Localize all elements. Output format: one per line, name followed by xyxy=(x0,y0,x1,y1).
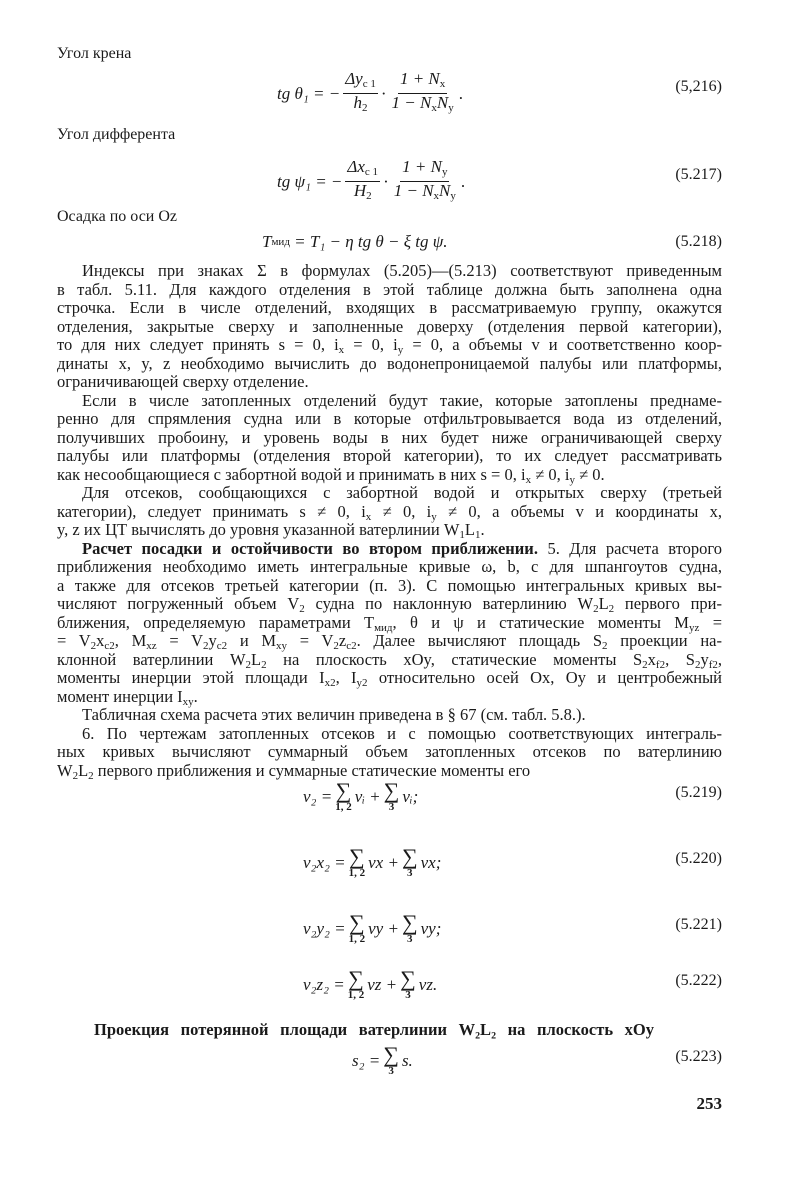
text-line: $W_2L_2$ первого приближения и суммарные статические моменты его xyxy=(57,760,531,782)
text-line: а также для отсеков третьей категории (п. 3). С помощью интегральных кривых вы- xyxy=(57,575,722,595)
text-line: ренно для спрямления судна или в которые отфильтровывается вода из отделений, xyxy=(57,409,722,428)
run-in-heading: Расчет посадки и остойчивости во втором приближении. xyxy=(82,538,538,558)
text-line: Расчет посадки и остойчивости во втором приближении. 5. Для расчета второго xyxy=(82,538,723,558)
text-line: ных кривых вычисляют суммарный объем затопленных отсеков по ватерлинию xyxy=(57,742,722,761)
equation-number: (5.219) xyxy=(675,784,722,801)
body-text xyxy=(57,262,722,780)
text-line: ближения, определяемую параметрами $T_{мид}$, θ и ψ и статические моменты $M_{yz}$ = xyxy=(57,612,722,634)
text-line: числяют погруженный объем $V_2$ судна по наклонную ватерлинию $W_2L_2$ первого при- xyxy=(57,594,723,615)
section-heading: Проекция потерянной площади ватерлинии W₂L₂ на плоскость xOy xyxy=(94,1020,654,1039)
equation-5-217: tg ψ₁ = − $\frac{\Delta x_{c 1}}{H_2}$ · $\frac{1 + N_y}{1 - N_xN_y}$ . xyxy=(277,157,466,202)
equation-5-221: v₂y₂ = ∑ 1, 2 vy + ∑ 3 vy; xyxy=(303,910,442,945)
equation-number: (5,216) xyxy=(675,78,722,95)
equation-number: (5.222) xyxy=(675,972,722,989)
text-line: динаты x, y, z необходимо вычислить до водонепроницаемой палубы или платформы, xyxy=(57,353,722,373)
text-line: клонной ватерлинии $W_2L_2$ на плоскость xOy, статические моменты $S_2x_{f2}$, $S_2y_{f2}$, xyxy=(57,649,722,671)
text-line: строчка. Если в числе отделений, входящих в рассматриваемую группу, окажутся xyxy=(57,298,722,317)
text-line: получивших пробоину, и уровень воды в них будет ниже ограничивающей сверху xyxy=(57,427,722,447)
text-line: палубы или платформы (отделения второй категории), то их следует рассматривать xyxy=(57,446,722,465)
text-line: то для них следует принять s = 0, $i_x = 0$, $i_y = 0$, а объемы v и соответственно коор- xyxy=(57,335,722,356)
equation-number: (5.221) xyxy=(675,916,722,933)
text-line: приближения необходимо иметь интегральные кривые ω, b, c для шпангоутов судна, xyxy=(57,557,722,576)
equation-number: (5.217) xyxy=(675,166,722,183)
text-line: Индексы при знаках Σ в формулах (5.205)—(5.213) соответствуют приведенным xyxy=(82,261,722,280)
equation-number: (5.220) xyxy=(675,850,722,867)
text-line: y, z их ЦТ вычислять до уровня указанной ватерлинии $W_1L_1$. xyxy=(57,520,485,541)
label-heel-angle: Угол крена xyxy=(57,45,132,62)
text-line: отделения, закрытые сверху и заполненные доверху (отделения первой категории), xyxy=(57,316,722,336)
equation-number: (5.218) xyxy=(675,233,722,250)
equation-5-222: v₂z₂ = ∑ 1, 2 vz + ∑ 3 vz. xyxy=(303,966,438,1001)
text-line: 6. По чертежам затопленных отсеков и с помощью соответствующих интеграль- xyxy=(82,723,722,743)
equation-5-223: s₂ = ∑ 3 s. xyxy=(352,1042,413,1077)
text-line: Табличная схема расчета этих величин приведена в § 67 (см. табл. 5.8.). xyxy=(82,705,586,724)
equation-5-220: v₂x₂ = ∑ 1, 2 vx + ∑ 3 vx; xyxy=(303,844,442,879)
equation-number: (5.223) xyxy=(675,1048,722,1065)
label-trim-angle: Угол дифферента xyxy=(57,126,176,143)
equation-5-218: T мид = T₁ − η tg θ − ξ tg ψ. xyxy=(262,232,448,251)
text-line: моменты инерции этой площади $I_{x2}$, $I_{y2}$ относительно осей Ox, Oy и центробежный xyxy=(57,668,722,689)
text-line: ограничивающей сверху отделение. xyxy=(57,372,309,391)
equation-5-216: tg θ₁ = − $\frac{\Delta y_{c 1}}{h_2}$ · $\frac{1 + N_x}{1 - N_xN_y}$ . xyxy=(277,69,463,114)
text-line: = $V_2x_{c2}$, $M_{xz} = V_2y_{c2}$ и $M_{xy} = V_2z_{c2}$. Далее вычисляют площадь $S_2$ проекции на- xyxy=(57,631,722,652)
text-line: категории), следует принимать s ≠ 0, $i_x \ne 0$, $i_y \ne 0$, а объемы v и координаты x, xyxy=(57,501,722,523)
text-line: Если в числе затопленных отделений будут такие, которые затоплены преднаме- xyxy=(82,390,722,410)
text-line: как несообщающиеся с забортной водой и принимать в них s = 0, $i_x \ne 0$, $i_y \ne 0$. xyxy=(57,464,605,486)
text-line: Для отсеков, сообщающихся с забортной водой и открытых сверху (третьей xyxy=(82,483,722,502)
page-number: 253 xyxy=(696,1094,722,1113)
text-line: момент инерции $I_{xy}$. xyxy=(57,686,198,708)
text-line: в табл. 5.11. Для каждого отделения в этой таблице должна быть заполнена одна xyxy=(57,279,722,299)
equation-5-219: v₂ = ∑ 1, 2 vᵢ + ∑ 3 vᵢ; xyxy=(303,778,419,813)
label-draft: Осадка по оси Oz xyxy=(57,208,178,225)
